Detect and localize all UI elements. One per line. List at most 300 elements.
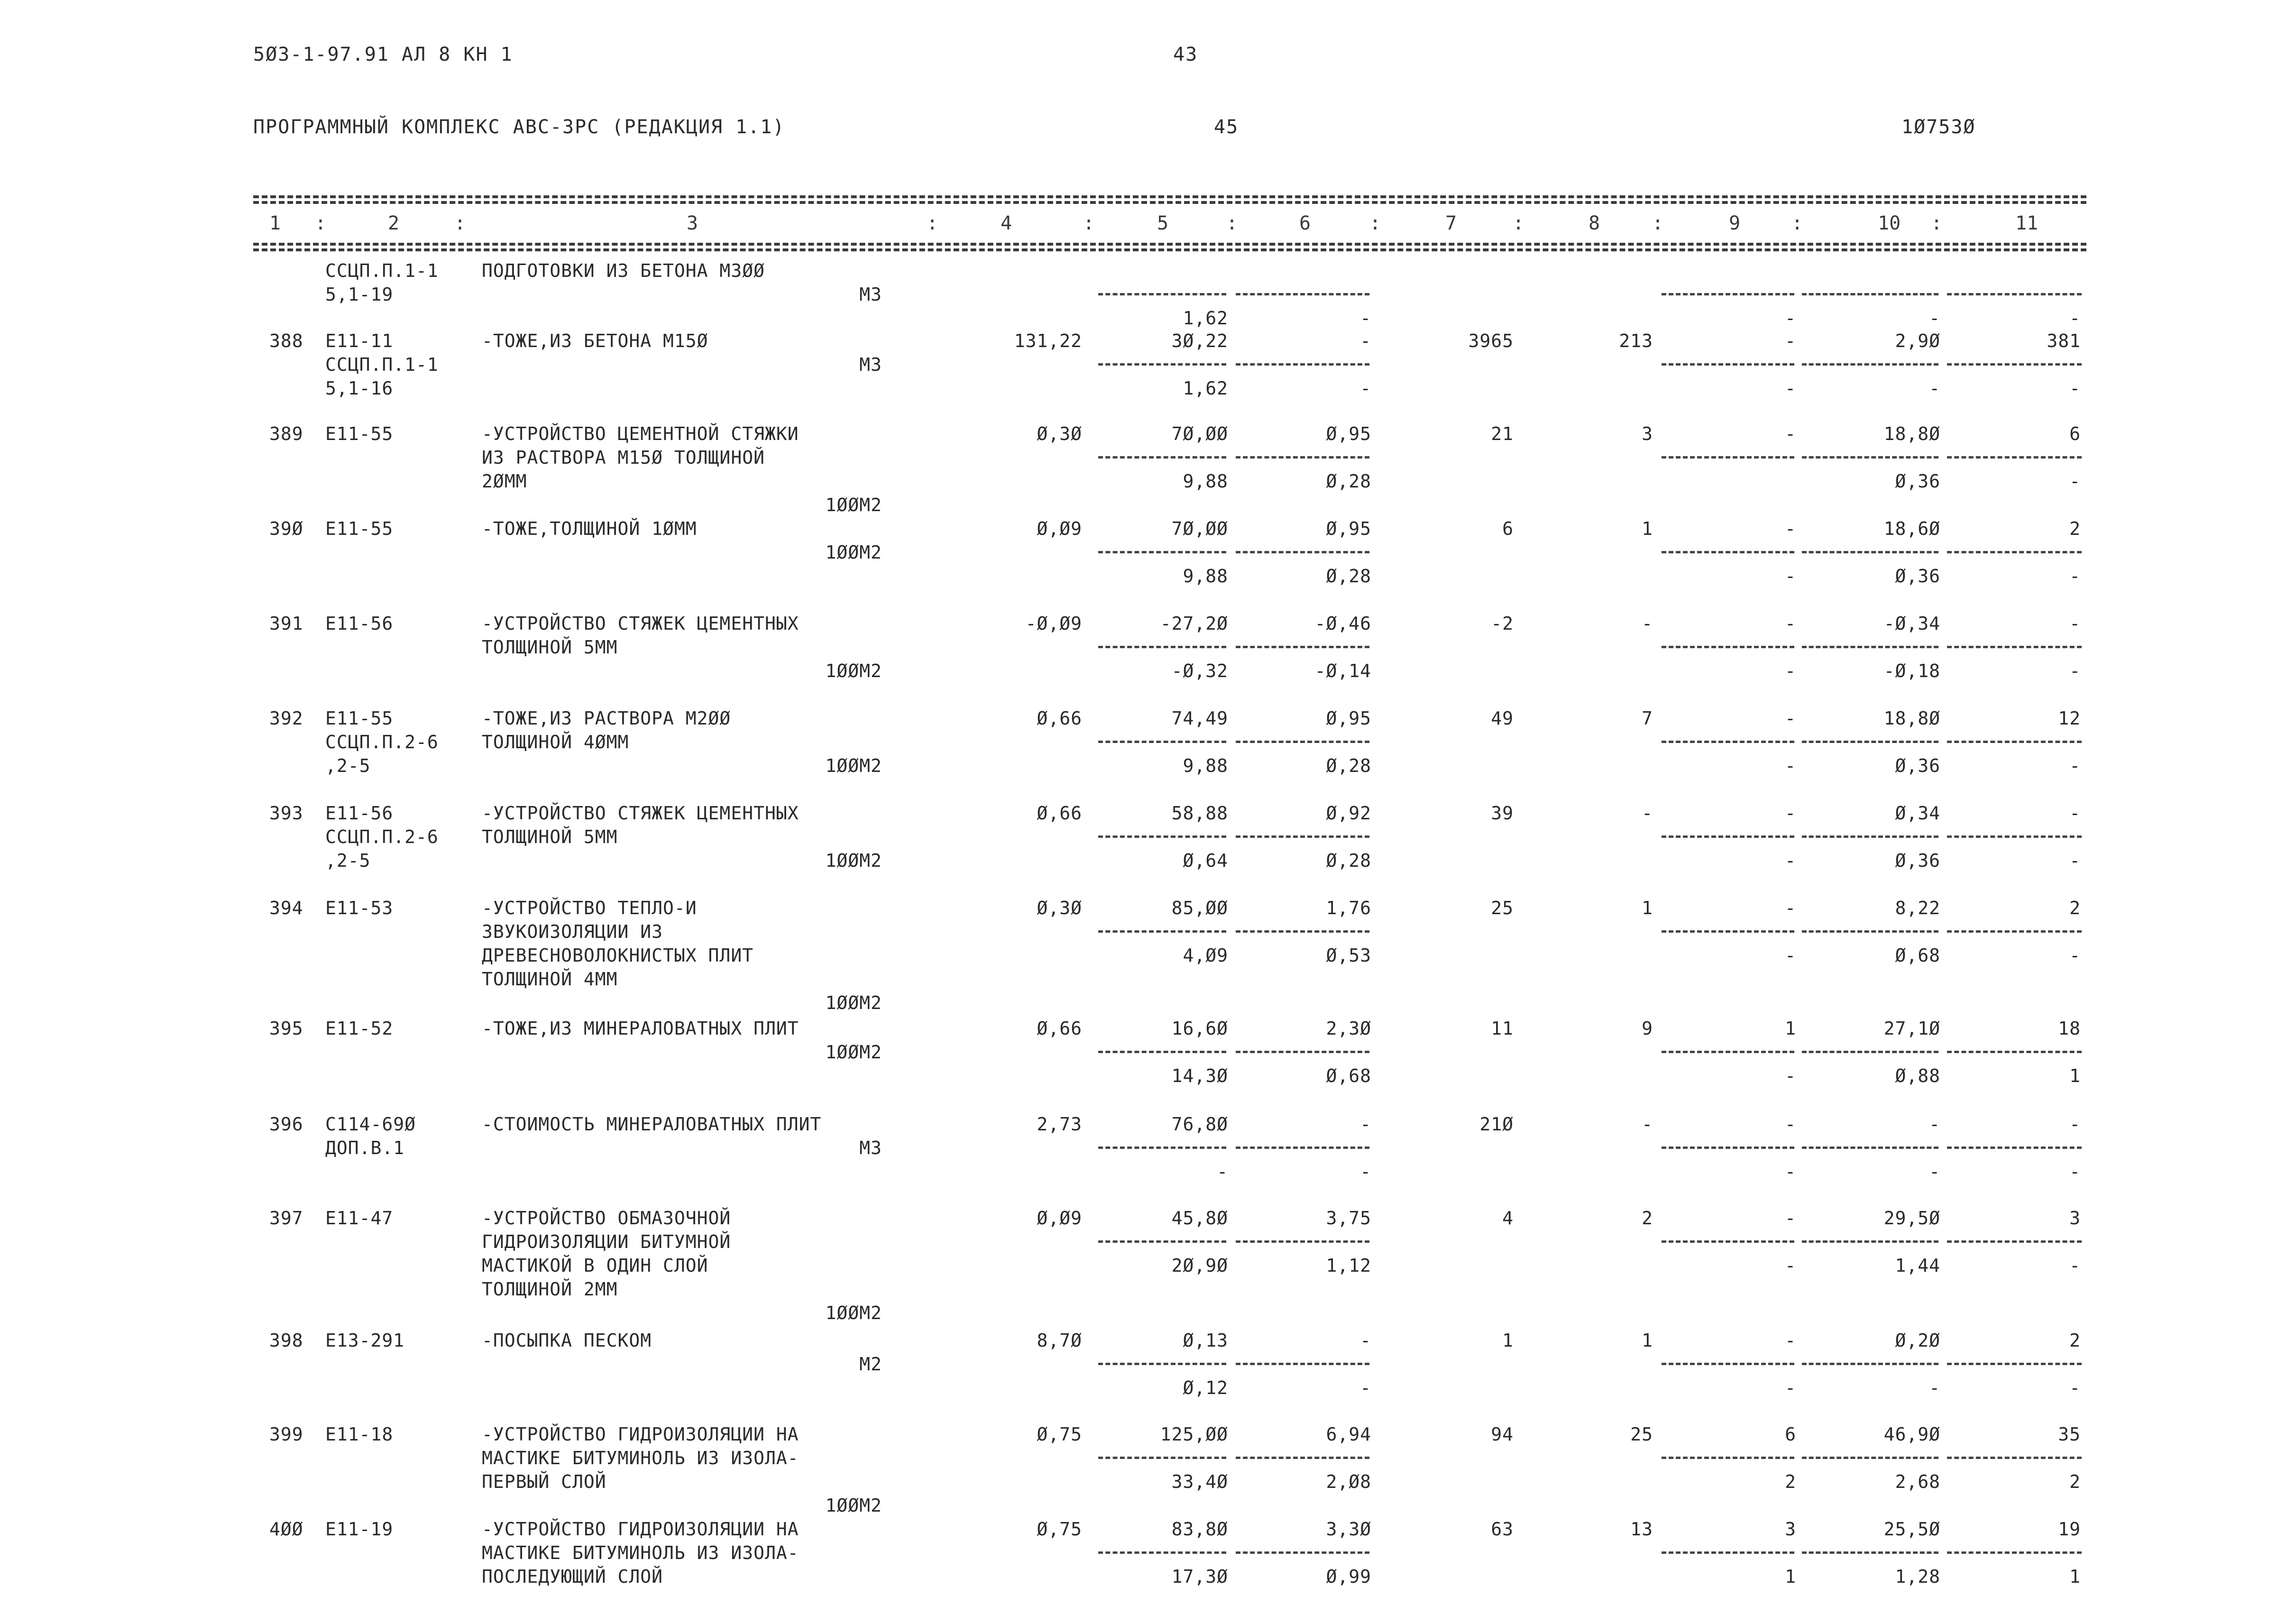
subtotal-dash-rule: [1098, 456, 1226, 459]
value-c10b: 1,44: [1895, 1255, 1940, 1276]
value-c10a: 46,9Ø: [1883, 1424, 1940, 1445]
value-c5a: -27,2Ø: [1160, 613, 1228, 634]
value-c7: 21: [1491, 423, 1514, 444]
value-c9b: -: [1785, 755, 1796, 776]
value-c4: Ø,66: [1037, 1018, 1082, 1039]
page-number: 43: [1173, 44, 1198, 65]
subtotal-dash-rule: [1098, 1457, 1226, 1459]
value-c7: -2: [1491, 613, 1514, 634]
program-title: ПРОГРАММНЫЙ КОМПЛЕКС АВС-3РС (РЕДАКЦИЯ 1.1): [253, 116, 785, 138]
subtotal-dash-rule: [1662, 1363, 1794, 1365]
unit-of-measure: М2: [859, 1354, 882, 1375]
value-c9b: -: [1785, 1161, 1796, 1182]
column-separator: :: [315, 212, 327, 234]
value-c6a: -: [1360, 330, 1371, 351]
work-description: -ТОЖЕ,ИЗ МИНЕРАЛОВАТНЫХ ПЛИТ: [482, 1018, 799, 1039]
header-bottom-rule-2: [253, 248, 2086, 251]
subtotal-dash-rule: [1947, 293, 2082, 295]
work-description: ТОЛЩИНОЙ 4ММ: [482, 969, 618, 990]
work-description: -УСТРОЙСТВО ЦЕМЕНТНОЙ СТЯЖКИ: [482, 423, 799, 444]
subtotal-dash-rule: [1802, 835, 1938, 838]
value-c11a: 6: [2069, 423, 2081, 444]
value-c5a: Ø,13: [1183, 1330, 1228, 1351]
value-c5a: 7Ø,ØØ: [1171, 518, 1228, 539]
value-c10a: Ø,2Ø: [1895, 1330, 1940, 1351]
value-c6b: 2,Ø8: [1326, 1471, 1371, 1492]
rate-code: ,2-5: [325, 850, 371, 871]
rate-code: С114-69Ø: [325, 1114, 416, 1135]
rate-code: ,2-5: [325, 755, 371, 776]
value-c4: Ø,3Ø: [1037, 898, 1082, 918]
value-c7: 6: [1502, 518, 1514, 539]
rate-code: ССЦП.П.1-1: [325, 354, 439, 375]
subtotal-dash-rule: [1662, 1147, 1794, 1149]
value-c6b: -: [1360, 378, 1371, 399]
value-c11a: 19: [2058, 1519, 2081, 1540]
row-number: 393: [269, 803, 303, 824]
value-c8: -: [1642, 613, 1653, 634]
value-c8: 2: [1642, 1208, 1653, 1229]
value-c9a: 6: [1785, 1424, 1796, 1445]
rate-code: Е11-52: [325, 1018, 394, 1039]
row-number: 397: [269, 1208, 303, 1229]
subtotal-dash-rule: [1947, 930, 2082, 933]
column-header-10: 10: [1878, 212, 1901, 234]
subtotal-dash-rule: [1802, 293, 1938, 295]
unit-of-measure: 1ØØМ2: [825, 992, 882, 1013]
rate-code: Е11-55: [325, 708, 394, 729]
value-c9a: -: [1785, 330, 1796, 351]
subtotal-dash-rule: [1098, 930, 1226, 933]
value-c10b: Ø,36: [1895, 850, 1940, 871]
column-separator: :: [1931, 212, 1943, 234]
value-c8: 7: [1642, 708, 1653, 729]
value-c11a: -: [2069, 803, 2081, 824]
value-c11b: -: [2069, 308, 2081, 329]
value-c10a: 2,9Ø: [1895, 330, 1940, 351]
subtotal-dash-rule: [1802, 551, 1938, 553]
rate-code: ССЦП.П.2-6: [325, 826, 439, 847]
value-c10b: 1,28: [1895, 1566, 1940, 1587]
column-header-4: 4: [1001, 212, 1012, 234]
work-description: ГИДРОИЗОЛЯЦИИ БИТУМНОЙ: [482, 1231, 731, 1252]
unit-of-measure: 1ØØМ2: [825, 1303, 882, 1323]
subtotal-dash-rule: [1236, 1363, 1369, 1365]
value-c6a: 1,76: [1326, 898, 1371, 918]
work-description: МАСТИКЕ БИТУМИНОЛЬ ИЗ ИЗОЛА-: [482, 1542, 799, 1563]
value-c6a: -: [1360, 1330, 1371, 1351]
value-c11a: 35: [2058, 1424, 2081, 1445]
value-c5b: 1,62: [1183, 308, 1228, 329]
subtotal-dash-rule: [1098, 1363, 1226, 1365]
value-c10a: -: [1929, 1114, 1940, 1135]
value-c5a: 16,6Ø: [1171, 1018, 1228, 1039]
column-header-5: 5: [1157, 212, 1169, 234]
value-c5b: Ø,12: [1183, 1377, 1228, 1398]
subtotal-dash-rule: [1662, 741, 1794, 743]
work-description: -УСТРОЙСТВО СТЯЖЕК ЦЕМЕНТНЫХ: [482, 613, 799, 634]
value-c9a: -: [1785, 803, 1796, 824]
value-c5b: 33,4Ø: [1171, 1471, 1228, 1492]
value-c6a: 6,94: [1326, 1424, 1371, 1445]
value-c6b: Ø,68: [1326, 1065, 1371, 1086]
work-description: ЗВУКОИЗОЛЯЦИИ ИЗ: [482, 921, 663, 942]
value-c10a: 18,6Ø: [1883, 518, 1940, 539]
column-header-11: 11: [2015, 212, 2039, 234]
unit-of-measure: 1ØØМ2: [825, 661, 882, 681]
rate-code: 5,1-16: [325, 378, 394, 399]
value-c8: 1: [1642, 1330, 1653, 1351]
work-description: МАСТИКЕ БИТУМИНОЛЬ ИЗ ИЗОЛА-: [482, 1448, 799, 1468]
subtotal-dash-rule: [1802, 1147, 1938, 1149]
work-description: -УСТРОЙСТВО ГИДРОИЗОЛЯЦИИ НА: [482, 1424, 799, 1445]
value-c10a: 8,22: [1895, 898, 1940, 918]
subtotal-dash-rule: [1662, 930, 1794, 933]
subtotal-dash-rule: [1947, 363, 2082, 366]
work-description: ТОЛЩИНОЙ 5ММ: [482, 637, 618, 658]
subtotal-dash-rule: [1098, 835, 1226, 838]
value-c9a: -: [1785, 708, 1796, 729]
value-c6a: Ø,95: [1326, 708, 1371, 729]
value-c9a: -: [1785, 1114, 1796, 1135]
value-c10b: Ø,36: [1895, 566, 1940, 587]
sheet-number: 45: [1214, 116, 1239, 138]
value-c8: 1: [1642, 898, 1653, 918]
subtotal-dash-rule: [1947, 1551, 2082, 1554]
value-c7: 21Ø: [1479, 1114, 1514, 1135]
value-c9a: -: [1785, 613, 1796, 634]
value-c9b: -: [1785, 945, 1796, 966]
value-c4: Ø,75: [1037, 1519, 1082, 1540]
work-description: ТОЛЩИНОЙ 5ММ: [482, 826, 618, 847]
subtotal-dash-rule: [1236, 741, 1369, 743]
value-c8: 13: [1630, 1519, 1653, 1540]
subtotal-dash-rule: [1236, 930, 1369, 933]
subtotal-dash-rule: [1662, 363, 1794, 366]
value-c4: 131,22: [1014, 330, 1082, 351]
work-description: -УСТРОЙСТВО ТЕПЛО-И: [482, 898, 697, 918]
value-c6a: 3,75: [1326, 1208, 1371, 1229]
value-c4: 2,73: [1037, 1114, 1082, 1135]
work-description: -ТОЖЕ,ИЗ РАСТВОРА М2ØØ: [482, 708, 731, 729]
value-c5b: Ø,64: [1183, 850, 1228, 871]
unit-of-measure: 1ØØМ2: [825, 1042, 882, 1063]
column-header-1: 1: [269, 212, 281, 234]
column-header-7: 7: [1445, 212, 1457, 234]
value-c5b: -Ø,32: [1171, 661, 1228, 681]
value-c10a: 18,8Ø: [1883, 423, 1940, 444]
column-separator: :: [1513, 212, 1525, 234]
value-c11b: -: [2069, 945, 2081, 966]
value-c9a: -: [1785, 1208, 1796, 1229]
subtotal-dash-rule: [1236, 646, 1369, 648]
value-c6b: -: [1360, 308, 1371, 329]
value-c10a: 27,1Ø: [1883, 1018, 1940, 1039]
work-description: 2ØММ: [482, 471, 527, 492]
subtotal-dash-rule: [1802, 1363, 1938, 1365]
work-description: ПОСЛЕДУЮЩИЙ СЛОЙ: [482, 1566, 663, 1587]
value-c4: Ø,66: [1037, 708, 1082, 729]
subtotal-dash-rule: [1098, 741, 1226, 743]
value-c8: 25: [1630, 1424, 1653, 1445]
value-c6a: -: [1360, 1114, 1371, 1135]
value-c6b: -: [1360, 1161, 1371, 1182]
row-number: 4ØØ: [269, 1519, 303, 1540]
subtotal-dash-rule: [1947, 551, 2082, 553]
subtotal-dash-rule: [1236, 293, 1369, 295]
subtotal-dash-rule: [1662, 456, 1794, 459]
subtotal-dash-rule: [1662, 1551, 1794, 1554]
value-c11a: 3: [2069, 1208, 2081, 1229]
value-c5b: 1,62: [1183, 378, 1228, 399]
unit-of-measure: М3: [859, 1138, 882, 1158]
value-c11b: -: [2069, 1377, 2081, 1398]
value-c6a: -Ø,46: [1314, 613, 1371, 634]
value-c7: 25: [1491, 898, 1514, 918]
value-c5b: 17,3Ø: [1171, 1566, 1228, 1587]
value-c6b: Ø,28: [1326, 471, 1371, 492]
subtotal-dash-rule: [1947, 835, 2082, 838]
subtotal-dash-rule: [1802, 1551, 1938, 1554]
listing-code: 1Ø753Ø: [1901, 116, 1976, 138]
subtotal-dash-rule: [1662, 835, 1794, 838]
subtotal-dash-rule: [1947, 1051, 2082, 1053]
subtotal-dash-rule: [1802, 363, 1938, 366]
work-description: -ТОЖЕ,ТОЛЩИНОЙ 1ØММ: [482, 518, 697, 539]
value-c5b: 9,88: [1183, 755, 1228, 776]
value-c11b: -: [2069, 661, 2081, 681]
value-c4: -Ø,Ø9: [1025, 613, 1082, 634]
work-description: ПОДГОТОВКИ ИЗ БЕТОНА М3ØØ: [482, 260, 765, 281]
column-header-8: 8: [1589, 212, 1600, 234]
value-c4: Ø,Ø9: [1037, 1208, 1082, 1229]
subtotal-dash-rule: [1098, 1051, 1226, 1053]
rate-code: Е11-47: [325, 1208, 394, 1229]
column-header-9: 9: [1729, 212, 1741, 234]
value-c10b: -: [1929, 378, 1940, 399]
value-c11b: 1: [2069, 1065, 2081, 1086]
value-c10b: 2,68: [1895, 1471, 1940, 1492]
subtotal-dash-rule: [1662, 1457, 1794, 1459]
value-c9a: -: [1785, 518, 1796, 539]
work-description: ТОЛЩИНОЙ 4ØММ: [482, 732, 629, 752]
column-separator: :: [454, 212, 466, 234]
value-c10b: -Ø,18: [1883, 661, 1940, 681]
row-number: 394: [269, 898, 303, 918]
row-number: 391: [269, 613, 303, 634]
subtotal-dash-rule: [1802, 1240, 1938, 1243]
row-number: 39Ø: [269, 518, 303, 539]
value-c9a: -: [1785, 1330, 1796, 1351]
value-c6b: Ø,99: [1326, 1566, 1371, 1587]
subtotal-dash-rule: [1947, 456, 2082, 459]
subtotal-dash-rule: [1236, 551, 1369, 553]
subtotal-dash-rule: [1098, 551, 1226, 553]
value-c8: 3: [1642, 423, 1653, 444]
value-c10b: Ø,68: [1895, 945, 1940, 966]
value-c11b: -: [2069, 1255, 2081, 1276]
rate-code: ССЦП.П.2-6: [325, 732, 439, 752]
value-c9b: -: [1785, 850, 1796, 871]
value-c7: 39: [1491, 803, 1514, 824]
unit-of-measure: М3: [859, 354, 882, 375]
value-c10b: -: [1929, 308, 1940, 329]
column-header-3: 3: [687, 212, 698, 234]
value-c10b: Ø,36: [1895, 755, 1940, 776]
rate-code: 5,1-19: [325, 284, 394, 305]
work-description: -ПОСЫПКА ПЕСКОМ: [482, 1330, 652, 1351]
value-c6b: Ø,28: [1326, 755, 1371, 776]
subtotal-dash-rule: [1236, 363, 1369, 366]
value-c11a: 2: [2069, 898, 2081, 918]
subtotal-dash-rule: [1947, 1147, 2082, 1149]
subtotal-dash-rule: [1236, 1457, 1369, 1459]
subtotal-dash-rule: [1802, 1457, 1938, 1459]
value-c10b: -: [1929, 1377, 1940, 1398]
value-c11a: -: [2069, 1114, 2081, 1135]
value-c5b: 9,88: [1183, 566, 1228, 587]
value-c5a: 3Ø,22: [1171, 330, 1228, 351]
value-c8: 213: [1619, 330, 1653, 351]
rate-code: Е11-55: [325, 423, 394, 444]
value-c9b: 2: [1785, 1471, 1796, 1492]
rate-code: ДОП.В.1: [325, 1138, 405, 1158]
value-c7: 4: [1502, 1208, 1514, 1229]
value-c7: 94: [1491, 1424, 1514, 1445]
work-description: ИЗ РАСТВОРА М15Ø ТОЛЩИНОЙ: [482, 447, 765, 468]
value-c4: Ø,Ø9: [1037, 518, 1082, 539]
column-header-6: 6: [1299, 212, 1311, 234]
subtotal-dash-rule: [1236, 1147, 1369, 1149]
value-c5a: 83,8Ø: [1171, 1519, 1228, 1540]
value-c11a: -: [2069, 613, 2081, 634]
value-c11b: 1: [2069, 1566, 2081, 1587]
work-description: ДРЕВЕСНОВОЛОКНИСТЫХ ПЛИТ: [482, 945, 754, 966]
subtotal-dash-rule: [1947, 646, 2082, 648]
value-c7: 49: [1491, 708, 1514, 729]
value-c9b: -: [1785, 1255, 1796, 1276]
subtotal-dash-rule: [1662, 551, 1794, 553]
subtotal-dash-rule: [1662, 1051, 1794, 1053]
table-top-rule-2: [253, 201, 2086, 204]
value-c9a: -: [1785, 423, 1796, 444]
value-c9b: 1: [1785, 1566, 1796, 1587]
rate-code: Е11-55: [325, 518, 394, 539]
value-c6b: Ø,53: [1326, 945, 1371, 966]
work-description: -УСТРОЙСТВО ГИДРОИЗОЛЯЦИИ НА: [482, 1519, 799, 1540]
value-c5b: 2Ø,9Ø: [1171, 1255, 1228, 1276]
value-c11b: -: [2069, 378, 2081, 399]
column-separator: :: [1226, 212, 1238, 234]
value-c6a: 2,3Ø: [1326, 1018, 1371, 1039]
value-c5a: 58,88: [1171, 803, 1228, 824]
rate-code: ССЦП.П.1-1: [325, 260, 439, 281]
value-c6a: Ø,95: [1326, 423, 1371, 444]
rate-code: Е11-19: [325, 1519, 394, 1540]
rate-code: Е11-56: [325, 613, 394, 634]
work-description: -УСТРОЙСТВО ОБМАЗОЧНОЙ: [482, 1208, 731, 1229]
subtotal-dash-rule: [1236, 1240, 1369, 1243]
subtotal-dash-rule: [1662, 293, 1794, 295]
value-c11b: -: [2069, 755, 2081, 776]
value-c8: 9: [1642, 1018, 1653, 1039]
document-code: 5Ø3-1-97.91 АЛ 8 КН 1: [253, 44, 513, 65]
subtotal-dash-rule: [1236, 1551, 1369, 1554]
column-header-2: 2: [388, 212, 400, 234]
rate-code: Е11-53: [325, 898, 394, 918]
value-c7: 11: [1491, 1018, 1514, 1039]
subtotal-dash-rule: [1802, 646, 1938, 648]
rate-code: Е11-18: [325, 1424, 394, 1445]
value-c9a: 1: [1785, 1018, 1796, 1039]
row-number: 388: [269, 330, 303, 351]
value-c10a: 25,5Ø: [1883, 1519, 1940, 1540]
row-number: 396: [269, 1114, 303, 1135]
value-c6b: -: [1360, 1377, 1371, 1398]
value-c5b: 14,3Ø: [1171, 1065, 1228, 1086]
unit-of-measure: М3: [859, 284, 882, 305]
row-number: 389: [269, 423, 303, 444]
work-description: -СТОИМОСТЬ МИНЕРАЛОВАТНЫХ ПЛИТ: [482, 1114, 822, 1135]
value-c7: 1: [1502, 1330, 1514, 1351]
value-c5a: 45,8Ø: [1171, 1208, 1228, 1229]
value-c10a: Ø,34: [1895, 803, 1940, 824]
unit-of-measure: 1ØØМ2: [825, 542, 882, 563]
unit-of-measure: 1ØØМ2: [825, 850, 882, 871]
value-c6b: -Ø,14: [1314, 661, 1371, 681]
value-c5a: 7Ø,ØØ: [1171, 423, 1228, 444]
subtotal-dash-rule: [1662, 1240, 1794, 1243]
value-c4: Ø,66: [1037, 803, 1082, 824]
subtotal-dash-rule: [1802, 741, 1938, 743]
value-c10a: 18,8Ø: [1883, 708, 1940, 729]
work-description: ТОЛЩИНОЙ 2ММ: [482, 1279, 618, 1300]
value-c9b: -: [1785, 1377, 1796, 1398]
value-c4: 8,7Ø: [1037, 1330, 1082, 1351]
value-c11a: 2: [2069, 1330, 2081, 1351]
subtotal-dash-rule: [1947, 741, 2082, 743]
value-c10b: Ø,88: [1895, 1065, 1940, 1086]
subtotal-dash-rule: [1947, 1457, 2082, 1459]
value-c11a: 2: [2069, 518, 2081, 539]
value-c9b: -: [1785, 1065, 1796, 1086]
row-number: 398: [269, 1330, 303, 1351]
value-c11b: 2: [2069, 1471, 2081, 1492]
work-description: -ТОЖЕ,ИЗ БЕТОНА М15Ø: [482, 330, 708, 351]
row-number: 395: [269, 1018, 303, 1039]
value-c9b: -: [1785, 378, 1796, 399]
subtotal-dash-rule: [1802, 930, 1938, 933]
row-number: 399: [269, 1424, 303, 1445]
subtotal-dash-rule: [1662, 646, 1794, 648]
unit-of-measure: 1ØØМ2: [825, 1495, 882, 1516]
value-c8: -: [1642, 803, 1653, 824]
value-c5a: 74,49: [1171, 708, 1228, 729]
value-c9b: -: [1785, 308, 1796, 329]
value-c5b: 9,88: [1183, 471, 1228, 492]
value-c5b: -: [1217, 1161, 1228, 1182]
work-description: МАСТИКОЙ В ОДИН СЛОЙ: [482, 1255, 708, 1276]
value-c6a: Ø,95: [1326, 518, 1371, 539]
value-c5b: 4,Ø9: [1183, 945, 1228, 966]
value-c6a: 3,3Ø: [1326, 1519, 1371, 1540]
value-c5a: 125,ØØ: [1160, 1424, 1228, 1445]
subtotal-dash-rule: [1098, 1240, 1226, 1243]
value-c9a: 3: [1785, 1519, 1796, 1540]
value-c11b: -: [2069, 850, 2081, 871]
value-c9b: -: [1785, 566, 1796, 587]
value-c10b: Ø,36: [1895, 471, 1940, 492]
